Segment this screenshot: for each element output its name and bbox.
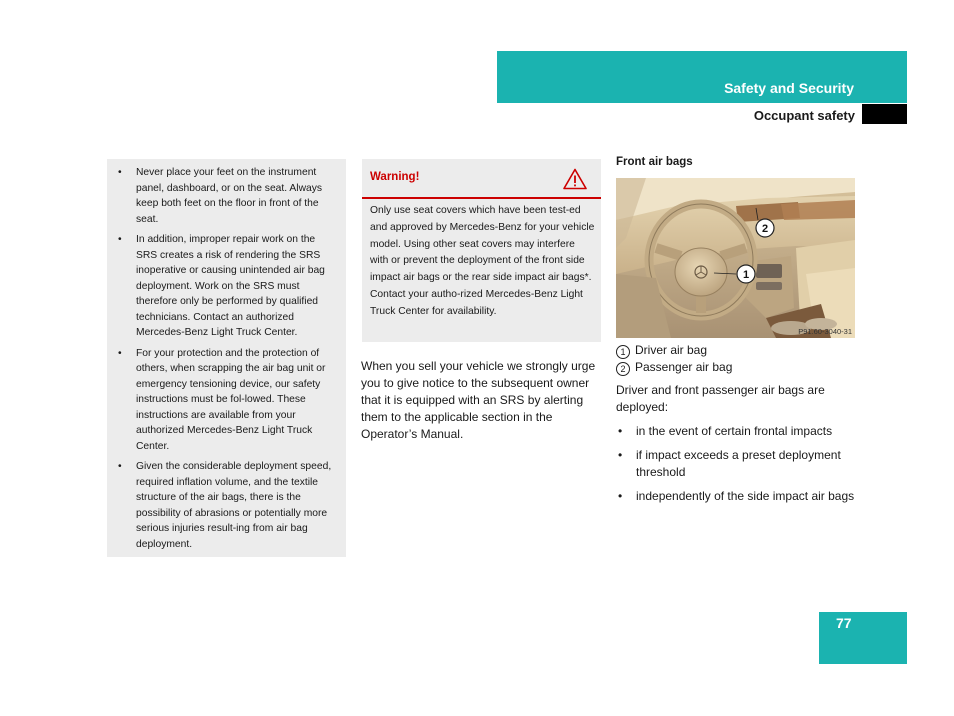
warning-triangle-icon: [563, 168, 587, 190]
page-number-band: [819, 612, 907, 664]
legend-number: 2: [616, 362, 630, 376]
callout-2: 2: [761, 223, 769, 235]
bullet: •: [618, 424, 623, 438]
warning-text: Only use seat covers which have been test-ed and approved by Mercedes-Benz for your vehicle model. Using other seat covers may interfere with or prevent the deployment of the front side impact air bags or the rear side impact air bags*. Contact your autho-rized Mercedes-Benz Light Truck Center for availability.: [370, 205, 595, 317]
air-bag-figure: [616, 178, 855, 338]
legend-item: [616, 342, 732, 359]
list-item-text: in the event of certain frontal impacts: [636, 424, 833, 438]
dashboard-illustration: [616, 178, 855, 338]
list-item-text: independently of the side impact air bags: [636, 489, 855, 503]
list-item-text: if impact exceeds a preset deployment threshold: [636, 448, 841, 479]
bullet: •: [118, 347, 122, 359]
section-title: Safety and Security: [724, 80, 854, 96]
list-item: [616, 423, 856, 440]
list-item-text: Never place your feet on the instrument panel, dashboard, or on the seat. Always keep both feet on the floor in front of the seat.: [136, 167, 323, 225]
figure-code: P91.60-3040-31: [798, 327, 852, 336]
list-item: [115, 459, 338, 552]
list-item-text: For your protection and the protection of others, when scrapping the air bag unit or emergency tensioning device, our safety instructions must be fol-lowed. These instructions are available from your authorized Mercedes-Benz Light Truck Center.: [136, 347, 326, 452]
bullet: •: [618, 448, 623, 462]
callout-1: 1: [742, 269, 750, 281]
legend-label: Passenger air bag: [635, 360, 733, 374]
bullet: •: [118, 167, 122, 178]
section-tab-marker: [862, 104, 907, 124]
warning-title: Warning!: [370, 171, 420, 183]
safety-notes-box: [107, 159, 346, 557]
list-item: [616, 488, 856, 505]
bullet: •: [618, 489, 623, 503]
figure-title: Front air bags: [616, 156, 693, 168]
warning-box: [362, 159, 601, 342]
list-item: [115, 232, 338, 341]
list-item-text: Given the considerable deployment speed, required inflation volume, and the textile structure of the air bags, there is the possibility of abrasions or potentially more serious injuries result-ing from air bag deployment.: [136, 461, 332, 550]
resale-notice-paragraph: When you sell your vehicle we strongly urge you to give notice to the subsequent owner that it is equipped with an SRS by alerting them to the applicable section in the Operator’s Manual.: [361, 359, 596, 441]
list-item-text: In addition, improper repair work on the SRS creates a risk of rendering the SRS inoperative or causing unintended air bag deployment. Work on the SRS must therefore only be performed by qualified technicians. Contact an authorized Mercedes-Benz Light Truck Center.: [136, 234, 325, 338]
bullet: •: [118, 461, 122, 472]
legend-number: 1: [616, 345, 630, 359]
bullet: •: [118, 234, 122, 245]
deployment-conditions-list: [616, 423, 856, 512]
figure-legend: [616, 342, 732, 376]
subsection-title: Occupant safety: [753, 108, 855, 123]
deployment-intro-paragraph: Driver and front passenger air bags are deployed:: [616, 383, 825, 414]
legend-label: Driver air bag: [635, 343, 708, 357]
page-number: 77: [836, 615, 852, 631]
list-item: [115, 346, 338, 455]
list-item: [115, 165, 338, 227]
list-item: [616, 447, 856, 481]
warning-divider: [362, 197, 601, 199]
legend-item: [616, 359, 732, 376]
